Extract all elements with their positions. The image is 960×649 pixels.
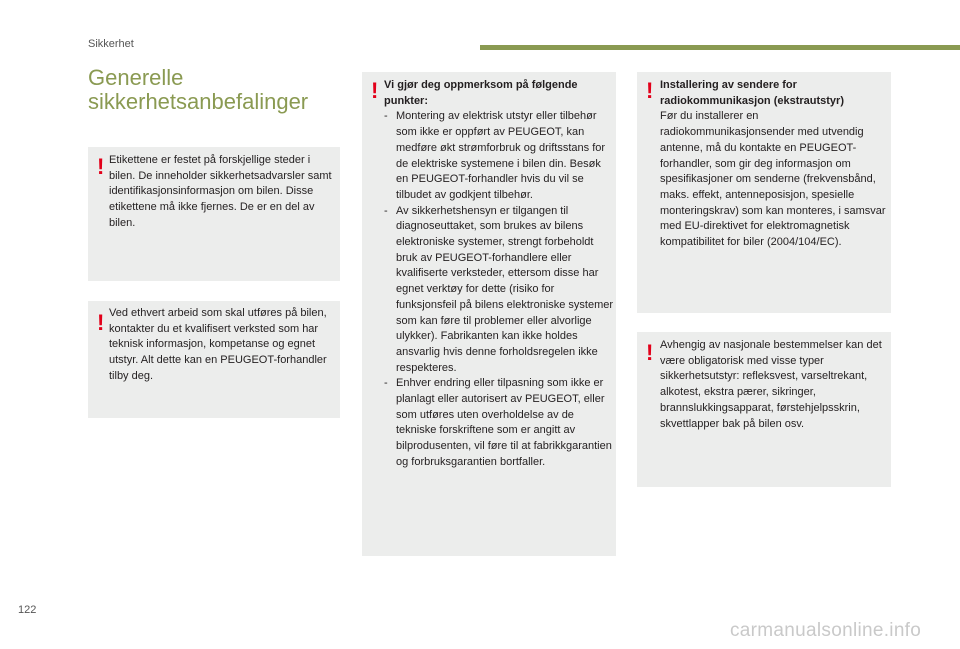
warning-box-attention bbox=[362, 72, 616, 556]
warning-exclamation-icon: ! bbox=[646, 340, 654, 365]
section-label: Sikkerhet bbox=[88, 38, 134, 50]
page-number: 122 bbox=[18, 604, 37, 616]
equipment-text: Avhengig av nasjonale bestemmelser kan det være obligatorisk med visse typer sikkerhetsutstyr: refleksvest, varseltrekant, alkotest, ekstra pærer, sikringer, brannslukkingsapparat, førstehjelpsskrin, skvettlapper bak på bilen osv. bbox=[660, 339, 882, 430]
attention-item-2: - Av sikkerhetshensyn er tilgangen til diagnoseuttaket, som brukes av bilens elektroniske systemer, strengt forbeholdt bruk av PEUGEOT-forhandlere eller kvalifiserte verksteder, ettersom disse har egnet verktøy for dette (risiko for funksjonsfeil på bilens elektroniske systemer som kan føre til problemer eller alvorlige ulykker). Fabrikanten kan ikke holdes ansvarlig hvis denne forholdsregelen ikke respekteres. bbox=[384, 204, 614, 377]
attention-heading: Vi gjør deg oppmerksom på følgende punkter: bbox=[384, 79, 578, 107]
warning-exclamation-icon: ! bbox=[97, 154, 105, 179]
page-title-line-1: Generelle bbox=[88, 65, 184, 90]
labels-text: Etikettene er festet på forskjellige steder i bilen. De inneholder sikkerhetsadvarsler samt identifikasjonsinformasjon om bilen. Disse etikettene må ikke fjernes. De er en del av bilen. bbox=[109, 154, 332, 229]
warning-box-equipment bbox=[637, 332, 891, 487]
page-title-line-2: sikkerhetsanbefalinger bbox=[88, 89, 309, 114]
attention-item-3: - Enhver endring eller tilpasning som ikke er planlagt eller autorisert av PEUGEOT, eller som utføres uten overholdelse av de tekniske forskriftene som er angitt av bilprodusenten, vil føre til at fabrikkgarantien og forbruksgarantien bortfaller. bbox=[384, 376, 614, 470]
attention-item-1: - Montering av elektrisk utstyr eller tilbehør som ikke er oppført av PEUGEOT, kan medføre økt strømforbruk og driftsstans for de elektriske systemene i bilen din. Besøk en PEUGEOT-forhandler hvis du vil se tilbudet av godkjent tilbehør. bbox=[384, 109, 614, 203]
warning-box-workshop bbox=[88, 301, 340, 418]
transmitters-heading: Installering av sendere for radiokommunikasjon (ekstrautstyr) bbox=[660, 79, 844, 107]
watermark: carmanualsonline.info bbox=[730, 620, 922, 641]
warning-box-transmitters bbox=[637, 72, 891, 313]
warning-box-labels bbox=[88, 147, 340, 281]
transmitters-text: Før du installerer en radiokommunikasjonsender med utvendig antenne, må du kontakte en PEUGEOT-forhandler, som gir deg informasjon om spesifikasjoner om senderne (frekvensbånd, maks. effekt, antenneposisjon, spesielle monteringskrav) som kan monteres, i samsvar med EU-direktivet for elektromagnetisk kompatibilitet for biler (2004/104/EC). bbox=[660, 110, 886, 249]
header-accent-bar bbox=[480, 45, 960, 50]
page-title bbox=[88, 66, 308, 114]
attention-list bbox=[384, 109, 614, 470]
workshop-text: Ved ethvert arbeid som skal utføres på bilen, kontakter du et kvalifisert verksted som har teknisk informasjon, kompetanse og egnet utstyr. Alt dette kan en PEUGEOT-forhandler tilby deg. bbox=[109, 307, 327, 382]
warning-exclamation-icon: ! bbox=[371, 78, 379, 103]
warning-exclamation-icon: ! bbox=[97, 310, 105, 335]
warning-exclamation-icon: ! bbox=[646, 78, 654, 103]
